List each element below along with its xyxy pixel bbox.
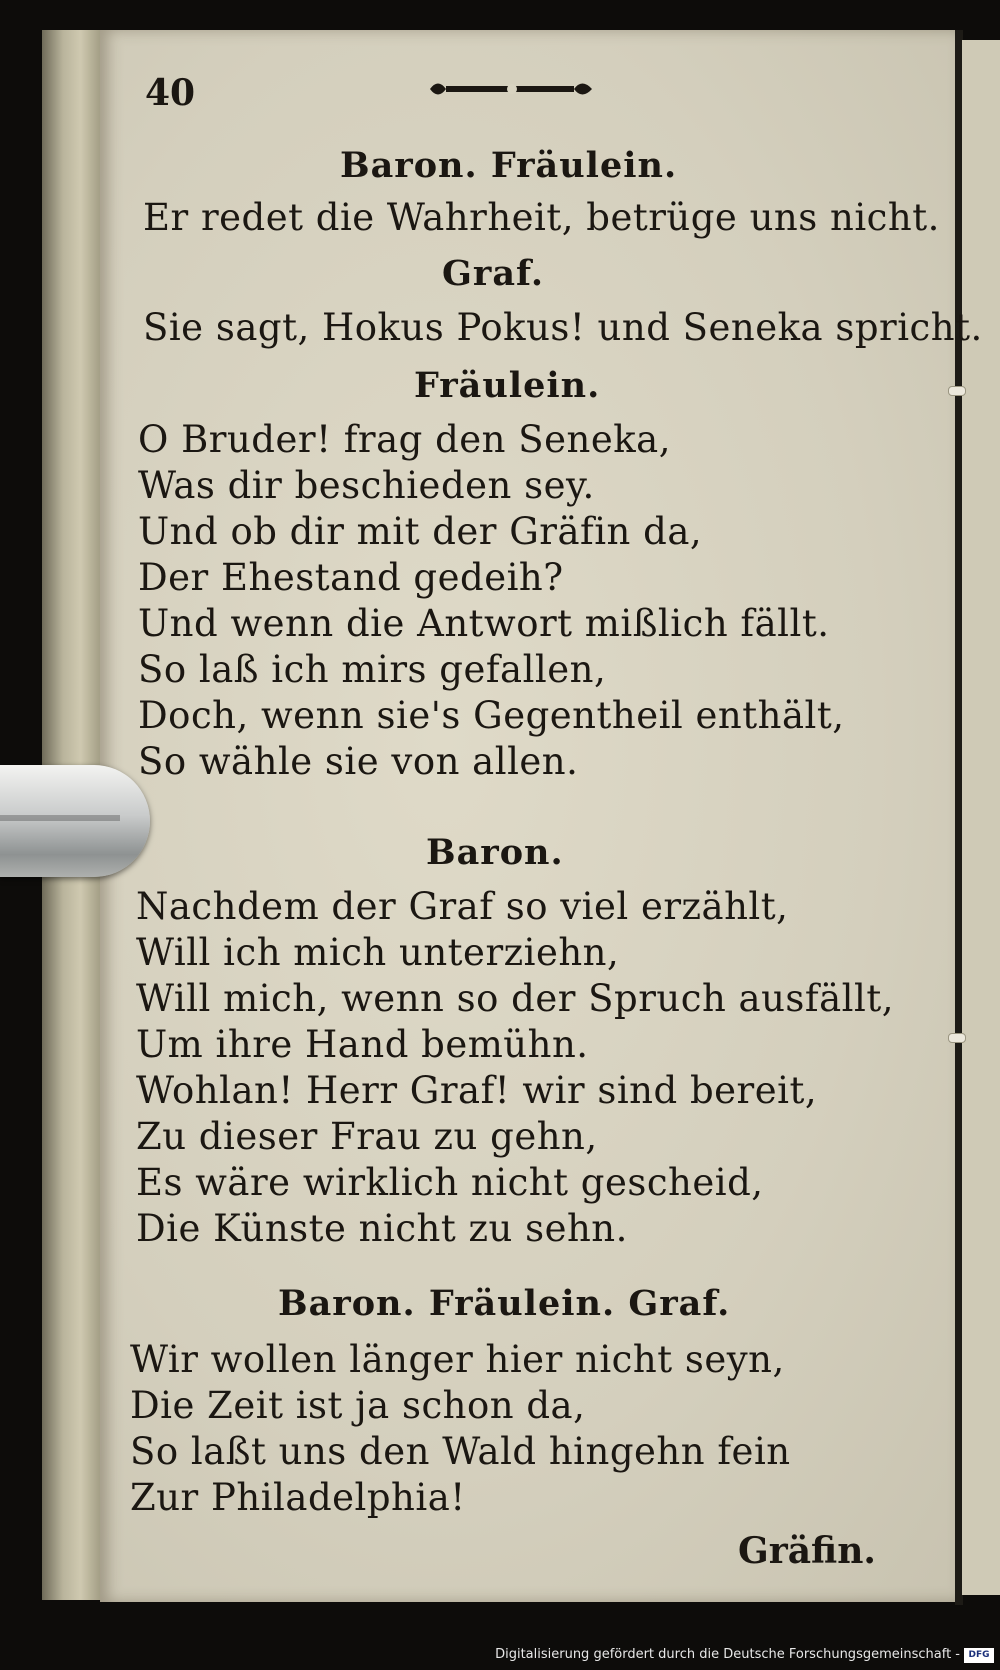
verse-line: O Bruder! frag den Seneka, (138, 418, 671, 461)
verse-line: Doch, wenn sie's Gegentheil enthält, (138, 694, 845, 737)
speaker-heading: Baron. Fräulein. (340, 145, 678, 186)
verse-line: So laß ich mirs gefallen, (138, 648, 607, 691)
verse-line: Die Zeit ist ja schon da, (130, 1384, 586, 1427)
page-clip (0, 765, 150, 877)
verse-line: Um ihre Hand bemühn. (136, 1023, 589, 1066)
verse-line: Wir wollen länger hier nicht seyn, (130, 1338, 785, 1381)
verse-line: Es wäre wirklich nicht gescheid, (136, 1161, 764, 1204)
dfg-logo: DFG (964, 1648, 994, 1663)
speaker-heading: Graf. (442, 253, 545, 294)
verse-line: Zur Philadelphia! (130, 1476, 466, 1519)
verse-line: Und ob dir mit der Gräfin da, (138, 510, 703, 553)
adjacent-page-strip (962, 40, 1000, 1595)
verse-line: Will ich mich unterziehn, (136, 931, 620, 974)
footer-bar (0, 1645, 1000, 1670)
verse-line: Was dir beschieden sey. (138, 464, 595, 507)
binding-thread (948, 386, 966, 396)
verse-line: Und wenn die Antwort mißlich fällt. (138, 602, 830, 645)
verse-line: Sie sagt, Hokus Pokus! und Seneka spricht. (143, 306, 983, 349)
verse-line: So laßt uns den Wald hingehn fein (130, 1430, 791, 1473)
catchword: Gräfin. (738, 1530, 876, 1572)
verse-line: Wohlan! Herr Graf! wir sind bereit, (136, 1069, 818, 1112)
verse-line: Der Ehestand gedeih? (138, 556, 564, 599)
verse-line: Nachdem der Graf so viel erzählt, (136, 885, 789, 928)
verse-line: Er redet die Wahrheit, betrüge uns nicht. (143, 196, 940, 239)
funding-credit: Digitalisierung gefördert durch die Deutsche Forschungsgemeinschaft - (495, 1647, 960, 1662)
verse-line: Zu dieser Frau zu gehn, (136, 1115, 598, 1158)
speaker-heading: Baron. Fräulein. Graf. (278, 1283, 731, 1324)
page-number: 40 (145, 72, 196, 114)
verse-line: Die Künste nicht zu sehn. (136, 1207, 628, 1250)
verse-line: Will mich, wenn so der Spruch ausfällt, (136, 977, 894, 1020)
verse-line: So wähle sie von allen. (138, 740, 579, 783)
ornament-rule-icon (426, 74, 596, 104)
speaker-heading: Fräulein. (414, 365, 601, 406)
speaker-heading: Baron. (426, 832, 564, 873)
binding-thread (948, 1033, 966, 1043)
